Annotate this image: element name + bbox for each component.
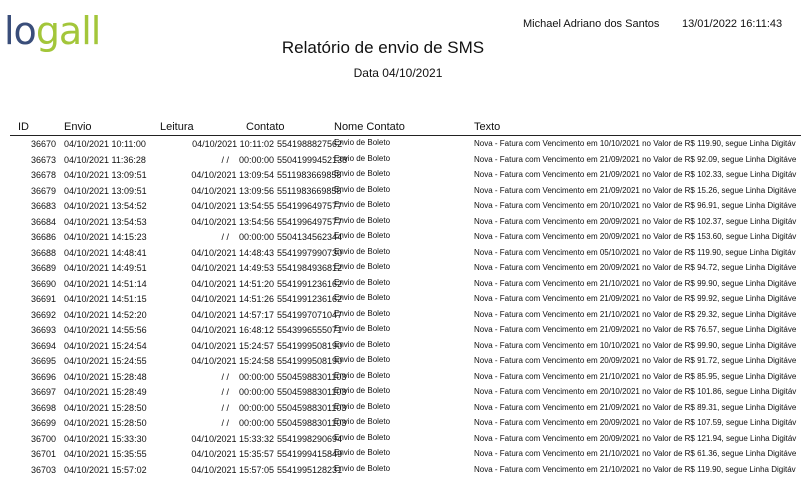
cell-id: 36692 <box>30 309 56 320</box>
cell-contato: 5541999508190 <box>277 356 343 366</box>
cell-texto: Nova - Fatura com Vencimento em 21/09/2021 no Valor de R$ 15.26, segue Linha Digitáve <box>474 185 797 195</box>
header-divider <box>10 135 801 136</box>
cell-contato: 5541997071047 <box>277 309 343 320</box>
cell-texto: Nova - Fatura com Vencimento em 21/10/2021 no Valor de R$ 85.95, segue Linha Digitáve <box>474 371 797 381</box>
cell-leitura: 04/10/2021 15:57:05 <box>191 464 274 475</box>
logo-text-part2: gall <box>35 9 101 53</box>
cell-id: 36700 <box>30 433 56 444</box>
table-row <box>0 354 801 370</box>
table-row <box>0 137 801 153</box>
cell-leitura: 04/10/2021 13:09:54 <box>191 170 274 180</box>
logo-text-part1: lo <box>4 9 36 53</box>
cell-texto: Nova - Fatura com Vencimento em 20/09/2021 no Valor de R$ 107.59, segue Linha Digitáv <box>474 418 797 427</box>
col-header-envio: Envio <box>64 121 92 133</box>
col-header-nome-contato: Nome Contato <box>334 121 405 133</box>
cell-nome-contato: Envio de Boleto <box>334 339 391 349</box>
cell-contato: 5541996497577 <box>277 201 343 211</box>
cell-nome-contato: Envio de Boleto <box>334 432 391 442</box>
cell-contato: 55045988301103 <box>277 402 347 413</box>
table-header <box>0 121 801 135</box>
cell-envio: 04/10/2021 15:57:02 <box>64 464 147 475</box>
cell-contato: 5541999415849 <box>277 449 343 459</box>
cell-nome-contato: Envio de Boleto <box>334 277 391 287</box>
table-row <box>0 416 801 432</box>
report-title: Relatório de envio de SMS <box>281 38 485 57</box>
cell-texto: Nova - Fatura com Vencimento em 20/10/2021 no Valor de R$ 101.86, segue Linha Digitáv <box>474 387 797 396</box>
cell-nome-contato: Envio de Boleto <box>334 138 391 147</box>
cell-id: 36698 <box>30 402 56 413</box>
cell-texto: Nova - Fatura com Vencimento em 20/10/2021 no Valor de R$ 96.91, segue Linha Digitáve <box>474 201 797 210</box>
cell-envio: 04/10/2021 11:36:28 <box>64 154 146 165</box>
cell-nome-contato: Envio de Boleto <box>334 246 391 256</box>
cell-nome-contato: Envio de Boleto <box>334 401 391 411</box>
cell-texto: Nova - Fatura com Vencimento em 21/09/2021 no Valor de R$ 89.31, segue Linha Digitáve <box>474 402 797 412</box>
cell-nome-contato: Envio de Boleto <box>334 262 391 271</box>
user-name: Michael Adriano dos Santos <box>523 18 660 30</box>
cell-leitura: 04/10/2021 15:35:57 <box>191 449 274 459</box>
table-row <box>0 308 801 324</box>
table-row <box>0 261 801 277</box>
cell-leitura: 04/10/2021 14:48:43 <box>191 247 274 258</box>
cell-leitura: 04/10/2021 13:54:56 <box>191 216 274 227</box>
cell-contato: 5511983669858 <box>277 185 342 196</box>
cell-texto: Nova - Fatura com Vencimento em 21/10/2021 no Valor de R$ 99.90, segue Linha Digitáve <box>474 278 797 288</box>
cell-texto: Nova - Fatura com Vencimento em 20/09/2021 no Valor de R$ 94.72, segue Linha Digitáve <box>474 263 797 272</box>
cell-contato: 5504134562344 <box>277 232 343 242</box>
cell-contato: 55041999452138 <box>277 154 348 165</box>
cell-envio: 04/10/2021 15:24:55 <box>64 356 147 366</box>
table-row <box>0 370 801 386</box>
cell-contato: 55045988301103 <box>277 418 347 428</box>
cell-id: 36696 <box>30 371 56 382</box>
cell-id: 36703 <box>30 464 56 475</box>
cell-contato: 5541984936812 <box>277 263 343 273</box>
cell-texto: Nova - Fatura com Vencimento em 21/10/2021 no Valor de R$ 119.90, segue Linha Digitáv <box>474 464 796 474</box>
table-body <box>0 137 801 478</box>
table-row <box>0 401 801 417</box>
cell-texto: Nova - Fatura com Vencimento em 21/09/2021 no Valor de R$ 99.92, segue Linha Digitáve <box>474 294 797 303</box>
cell-leitura: 04/10/2021 15:24:57 <box>191 340 274 351</box>
cell-envio: 04/10/2021 13:09:51 <box>64 170 147 180</box>
cell-id: 36695 <box>30 356 56 366</box>
cell-texto: Nova - Fatura com Vencimento em 21/10/2021 no Valor de R$ 61.36, segue Linha Digitáve <box>474 449 797 458</box>
cell-envio: 04/10/2021 10:11:00 <box>64 139 146 149</box>
cell-leitura: 04/10/2021 15:24:58 <box>191 356 274 366</box>
cell-envio: 04/10/2021 15:35:55 <box>64 449 147 459</box>
report-datetime: 13/01/2022 16:11:43 <box>682 18 783 30</box>
cell-texto: Nova - Fatura com Vencimento em 20/09/2021 no Valor de R$ 153.60, segue Linha Digitáv <box>474 232 797 241</box>
cell-leitura: 04/10/2021 14:51:20 <box>191 278 274 289</box>
cell-nome-contato: Envio de Boleto <box>334 308 391 318</box>
cell-contato: 55045988301103 <box>277 371 347 382</box>
cell-nome-contato: Envio de Boleto <box>334 200 391 209</box>
cell-nome-contato: Envio de Boleto <box>334 184 391 194</box>
cell-id: 36697 <box>30 387 56 397</box>
cell-envio: 04/10/2021 15:28:48 <box>64 371 147 382</box>
cell-nome-contato: Envio de Boleto <box>334 169 391 178</box>
col-header-id: ID <box>18 121 29 133</box>
cell-nome-contato: Envio de Boleto <box>334 386 391 395</box>
table-row <box>0 277 801 293</box>
table-row <box>0 323 801 339</box>
cell-leitura: / / 00:00:00 <box>221 232 274 242</box>
cell-id: 36689 <box>30 263 56 273</box>
cell-contato: 5511983669858 <box>277 170 342 180</box>
cell-nome-contato: Envio de Boleto <box>334 448 391 457</box>
cell-nome-contato: Envio de Boleto <box>334 355 391 364</box>
report-subtitle: Data 04/10/2021 <box>353 66 443 80</box>
cell-nome-contato: Envio de Boleto <box>334 417 391 426</box>
cell-id: 36679 <box>30 185 56 196</box>
cell-contato: 5541991236162 <box>277 278 343 289</box>
cell-leitura: 04/10/2021 15:33:32 <box>191 433 274 444</box>
cell-id: 36684 <box>30 216 56 227</box>
table-row <box>0 292 801 308</box>
table-row <box>0 463 801 478</box>
cell-texto: Nova - Fatura com Vencimento em 21/09/2021 no Valor de R$ 102.33, segue Linha Digitáv <box>474 170 797 179</box>
cell-leitura: 04/10/2021 13:09:56 <box>191 185 274 196</box>
table-row <box>0 447 801 463</box>
cell-leitura: 04/10/2021 14:57:17 <box>191 309 274 320</box>
cell-envio: 04/10/2021 14:55:56 <box>64 325 147 335</box>
table-row <box>0 215 801 231</box>
cell-contato: 55045988301103 <box>277 387 347 397</box>
col-header-leitura: Leitura <box>160 121 194 133</box>
cell-id: 36693 <box>30 325 56 335</box>
cell-id: 36699 <box>30 418 56 428</box>
table-row <box>0 168 801 184</box>
cell-id: 36691 <box>30 294 56 304</box>
cell-texto: Nova - Fatura com Vencimento em 20/09/2021 no Valor de R$ 102.37, segue Linha Digitáv <box>474 216 797 226</box>
cell-envio: 04/10/2021 14:49:51 <box>64 263 147 273</box>
cell-id: 36673 <box>30 154 56 165</box>
cell-leitura: 04/10/2021 10:11:02 <box>192 139 274 149</box>
cell-texto: Nova - Fatura com Vencimento em 10/10/2021 no Valor de R$ 119.90, segue Linha Digitáv <box>474 139 796 148</box>
cell-nome-contato: Envio de Boleto <box>334 215 391 225</box>
cell-envio: 04/10/2021 14:51:14 <box>64 278 147 289</box>
cell-nome-contato: Envio de Boleto <box>334 324 391 333</box>
table-row <box>0 153 801 169</box>
cell-envio: 04/10/2021 13:54:53 <box>64 216 147 227</box>
cell-nome-contato: Envio de Boleto <box>334 463 391 473</box>
cell-leitura: / / 00:00:00 <box>221 387 274 397</box>
table-row <box>0 432 801 448</box>
col-header-texto: Texto <box>474 121 501 133</box>
cell-id: 36694 <box>30 340 56 351</box>
table-row <box>0 184 801 200</box>
cell-envio: 04/10/2021 14:51:15 <box>64 294 147 304</box>
cell-contato: 5541998290694 <box>277 433 343 444</box>
cell-leitura: 04/10/2021 14:49:53 <box>191 263 274 273</box>
cell-contato: 5541995128231 <box>277 464 343 475</box>
cell-id: 36686 <box>30 232 56 242</box>
cell-envio: 04/10/2021 15:28:50 <box>64 402 147 413</box>
cell-nome-contato: Envio de Boleto <box>334 370 391 380</box>
cell-texto: Nova - Fatura com Vencimento em 10/10/2021 no Valor de R$ 99.90, segue Linha Digitáve <box>474 340 797 350</box>
cell-envio: 04/10/2021 15:33:30 <box>64 433 147 444</box>
cell-id: 36690 <box>30 278 56 289</box>
cell-texto: Nova - Fatura com Vencimento em 21/10/2021 no Valor de R$ 29.32, segue Linha Digitáve <box>474 309 797 319</box>
cell-contato: 5541996497577 <box>277 216 343 227</box>
cell-leitura: / / 00:00:00 <box>221 418 274 428</box>
cell-leitura: / / 00:00:00 <box>221 402 274 413</box>
cell-leitura: / / 00:00:00 <box>221 154 274 165</box>
cell-id: 36701 <box>30 449 56 459</box>
cell-envio: 04/10/2021 15:28:50 <box>64 418 147 428</box>
col-header-contato: Contato <box>246 121 285 133</box>
cell-envio: 04/10/2021 14:15:23 <box>64 232 147 242</box>
cell-leitura: 04/10/2021 14:51:26 <box>191 294 274 304</box>
cell-texto: Nova - Fatura com Vencimento em 20/09/2021 no Valor de R$ 91.72, segue Linha Digitáve <box>474 356 797 365</box>
table-row <box>0 199 801 215</box>
cell-id: 36678 <box>30 170 56 180</box>
cell-envio: 04/10/2021 15:24:54 <box>64 340 147 351</box>
cell-envio: 04/10/2021 14:48:41 <box>64 247 147 258</box>
cell-contato: 5541991236162 <box>277 294 343 304</box>
cell-envio: 04/10/2021 14:52:20 <box>64 309 147 320</box>
cell-envio: 04/10/2021 13:54:52 <box>64 201 147 211</box>
cell-contato: 5541997990730 <box>277 247 343 258</box>
cell-contato: 5543996555071 <box>277 325 343 335</box>
cell-nome-contato: Envio de Boleto <box>334 153 391 163</box>
table-row <box>0 339 801 355</box>
table-row <box>0 230 801 246</box>
cell-nome-contato: Envio de Boleto <box>334 293 391 302</box>
cell-envio: 04/10/2021 15:28:49 <box>64 387 147 397</box>
cell-id: 36683 <box>30 201 56 211</box>
cell-texto: Nova - Fatura com Vencimento em 21/09/2021 no Valor de R$ 92.09, segue Linha Digitáve <box>474 154 797 164</box>
table-row <box>0 385 801 401</box>
cell-contato: 5541988827562 <box>277 139 343 149</box>
table-row <box>0 246 801 262</box>
cell-texto: Nova - Fatura com Vencimento em 21/09/2021 no Valor de R$ 76.57, segue Linha Digitáve <box>474 325 797 334</box>
cell-nome-contato: Envio de Boleto <box>334 231 391 240</box>
cell-envio: 04/10/2021 13:09:51 <box>64 185 147 196</box>
cell-texto: Nova - Fatura com Vencimento em 20/09/2021 no Valor de R$ 121.94, segue Linha Digitáv <box>474 433 797 443</box>
cell-leitura: 04/10/2021 13:54:55 <box>191 201 274 211</box>
cell-contato: 5541999508190 <box>277 340 343 351</box>
cell-leitura: / / 00:00:00 <box>221 371 274 382</box>
cell-id: 36670 <box>30 139 56 149</box>
cell-leitura: 04/10/2021 16:48:12 <box>191 325 274 335</box>
cell-texto: Nova - Fatura com Vencimento em 05/10/2021 no Valor de R$ 119.90, segue Linha Digitáv <box>474 247 796 257</box>
cell-id: 36688 <box>30 247 56 258</box>
